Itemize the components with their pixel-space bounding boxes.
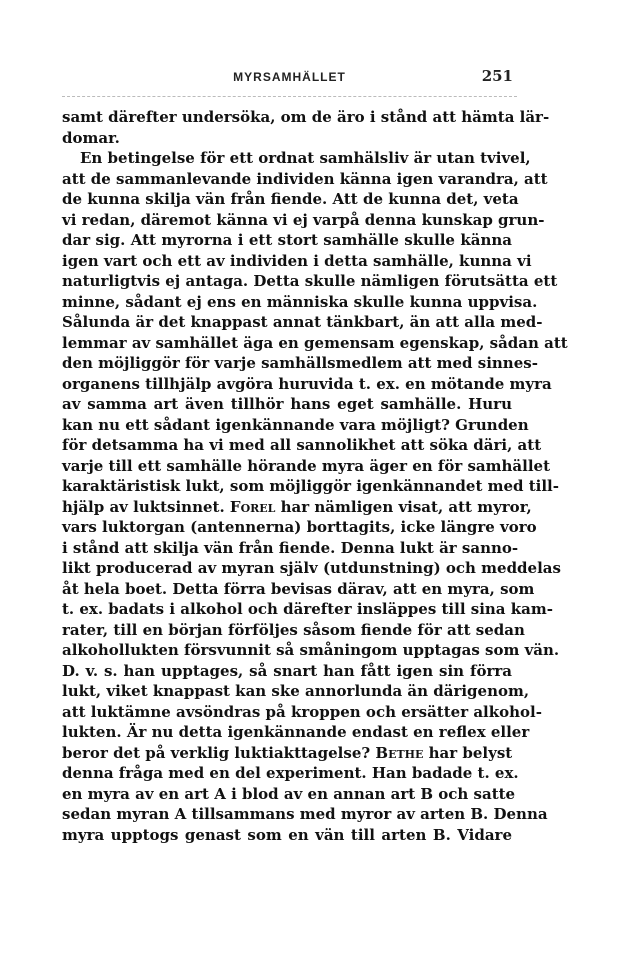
text-line: av samma art även tillhör hans eget samhälle. Huru: [62, 395, 512, 413]
text-fragment: har nämligen visat, att myror,: [275, 497, 532, 516]
text-line: D. v. s. han upptages, så snart han fått igen sin förra: [62, 661, 512, 680]
author-name-forel: Forel: [229, 497, 276, 516]
text-line: denna fråga med en del experiment. Han badade t. ex.: [62, 764, 519, 782]
text-line: myra upptogs genast som en vän till arten B. Vidare: [62, 825, 512, 844]
text-line: den möjliggör för varje samhällsmedlem att med sinnes-: [62, 354, 538, 372]
text-line: rater, till en början förföljes såsom fiende för att sedan: [62, 620, 525, 639]
text-line: domar.: [62, 128, 120, 147]
author-name-bethe: Bethe: [375, 743, 424, 762]
text-line: Sålunda är det knappast annat tänkbart, än att alla med-: [62, 313, 543, 331]
text-line: naturligtvis ej antaga. Detta skulle nämligen förutsätta ett: [62, 272, 558, 290]
text-line: vars luktorgan (antennerna) borttagits, icke längre voro: [62, 518, 537, 536]
text-line: dar sig. Att myrorna i ett stort samhälle skulle känna: [62, 231, 512, 249]
text-line: karaktäristisk lukt, som möjliggör igenkännandet med till-: [62, 477, 559, 495]
text-line: för detsamma ha vi med all sannolikhet att söka däri, att: [62, 436, 542, 454]
text-line: vi redan, däremot känna vi ej varpå denna kunskap grun-: [62, 210, 545, 229]
text-line: att luktämne avsöndras på kroppen och ersätter alkohol-: [62, 702, 542, 721]
page-header: [62, 67, 517, 90]
text-line: alkohollukten försvunnit så småningom upptagas som vän.: [62, 641, 560, 659]
text-line: sedan myran A tillsammans med myror av arten B. Denna: [62, 805, 548, 823]
text-line: åt hela boet. Detta förra bevisas därav, att en myra, som: [62, 579, 535, 598]
body-text: [62, 107, 568, 845]
text-line: organens tillhjälp avgöra huruvida t. ex. en mötande myra: [62, 374, 552, 393]
text-line-bethe: [62, 743, 512, 764]
running-title: MYRSAMHÄLLET: [233, 70, 346, 84]
text-line: lukt, viket knappast kan ske annorlunda än därigenom,: [62, 682, 530, 700]
text-line: samt därefter undersöka, om de äro i stånd att hämta lär-: [62, 108, 550, 126]
text-line: varje till ett samhälle hörande myra äger en för samhället: [62, 456, 551, 475]
text-line: i stånd att skilja vän från fiende. Denna lukt är sanno-: [62, 538, 519, 557]
text-line: lukten. Är nu detta igenkännande endast en reflex eller: [62, 723, 530, 741]
page-number: 251: [481, 67, 513, 85]
text-line: en myra av en art A i blod av en annan art B och satte: [62, 784, 516, 803]
text-line: En betingelse för ett ordnat samhälsliv är utan tvivel,: [80, 149, 531, 167]
header-divider: [62, 96, 517, 97]
text-line: de kunna skilja vän från fiende. Att de kunna det, veta: [62, 190, 519, 208]
text-line: t. ex. badats i alkohol och därefter insläppes till sina kam-: [62, 600, 553, 618]
text-fragment: hjälp av luktsinnet.: [62, 497, 230, 516]
text-line: att de sammanlevande individen känna igen varandra, att: [62, 169, 548, 188]
text-fragment: beror det på verklig luktiakttagelse?: [62, 743, 376, 762]
text-fragment: har belyst: [423, 743, 513, 762]
text-line-forel: [62, 497, 532, 518]
text-line: likt producerad av myran själv (utdunstning) och meddelas: [62, 559, 561, 577]
text-line: igen vart och ett av individen i detta samhälle, kunna vi: [62, 251, 532, 270]
text-line: lemmar av samhället äga en gemensam egenskap, sådan att: [62, 333, 568, 352]
text-line: minne, sådant ej ens en människa skulle kunna uppvisa.: [62, 292, 538, 311]
text-line: kan nu ett sådant igenkännande vara möjligt? Grunden: [62, 415, 529, 434]
